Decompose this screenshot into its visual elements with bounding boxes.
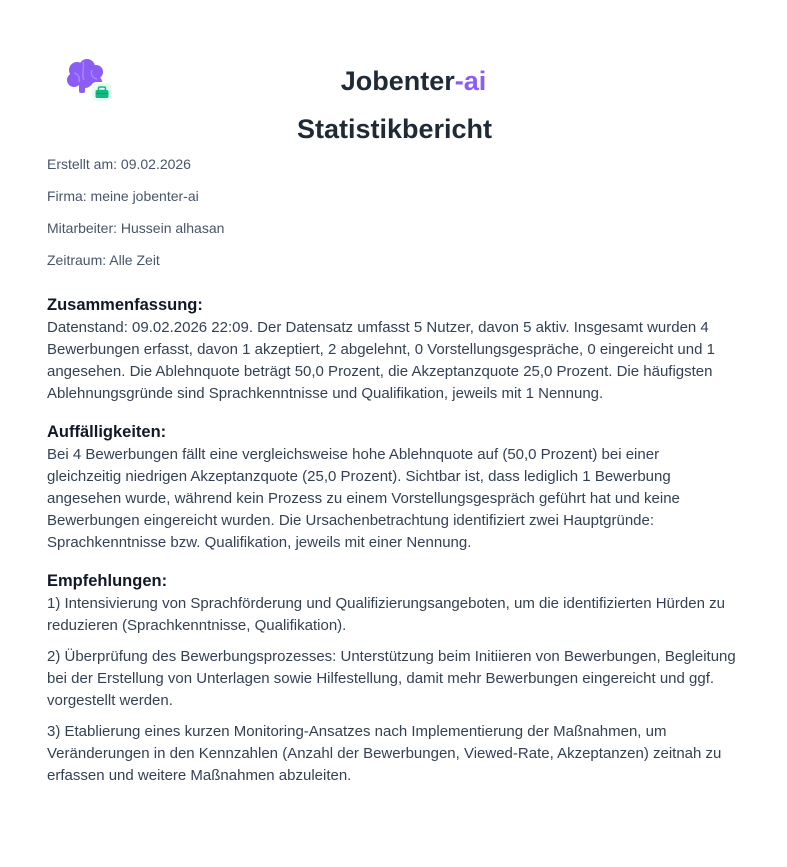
findings-heading: Auffälligkeiten: bbox=[47, 423, 167, 441]
report-content bbox=[47, 296, 737, 796]
findings-text: Bei 4 Bewerbungen fällt eine vergleichsweise hohe Ablehnquote auf (50,0 Prozent) bei einer gleichzeitig niedrigen Akzeptanzquote (25,0 Prozent). Sichtbar ist, dass lediglich 1 Bewerbung angesehen wurde, während kein Prozess zu einem Vorstellungsgespräch geführt hat und keine Bewerbungen eingereicht wurden. Die Ursachenbetrachtung identifiziert zwei Hauptgründe: Sprachkenntnisse bzw. Qualifikation, jeweils mit einer Nennung. bbox=[47, 446, 680, 551]
recommendation-item: 2) Überprüfung des Bewerbungsprozesses: Unterstützung beim Initiieren von Bewerbungen, Begleitung bei der Erstellung von Unterlagen sowie Hilfestellung, damit mehr Bewerbungen eingereicht und ggf. vorgestellt werden. bbox=[47, 648, 736, 709]
meta-employee: Mitarbeiter: Hussein alhasan bbox=[47, 220, 225, 236]
recommendation-item: 3) Etablierung eines kurzen Monitoring-Ansatzes nach Implementierung der Maßnahmen, um Veränderungen in den Kennzahlen (Anzahl der Bewerbungen, Viewed-Rate, Akzeptanzen) zeitnah zu erfassen und weitere Maßnahmen abzuleiten. bbox=[47, 723, 722, 784]
meta-created: Erstellt am: 09.02.2026 bbox=[47, 156, 191, 172]
brand-name bbox=[0, 66, 787, 97]
summary-heading: Zusammenfassung: bbox=[47, 296, 203, 314]
summary-text: Datenstand: 09.02.2026 22:09. Der Datensatz umfasst 5 Nutzer, davon 5 aktiv. Insgesamt wurden 4 Bewerbungen erfasst, davon 1 akzeptiert, 2 abgelehnt, 0 Vorstellungsgespräche, 0 eingereicht und 1 angesehen. Die Ablehnquote beträgt 50,0 Prozent, die Akzeptanzquote 25,0 Prozent. Die häufigsten Ablehnungsgründe sind Sprachkenntnisse und Qualifikation, jeweils mit 1 Nennung. bbox=[47, 319, 715, 402]
recommendations-heading: Empfehlungen: bbox=[47, 572, 168, 590]
brand-accent: -ai bbox=[454, 66, 487, 96]
meta-company: Firma: meine jobenter-ai bbox=[47, 188, 199, 204]
summary-section bbox=[47, 296, 737, 405]
findings-section bbox=[47, 423, 737, 554]
recommendations-section bbox=[47, 572, 737, 787]
recommendation-item: 1) Intensivierung von Sprachförderung und Qualifizierungsangeboten, um die identifizierten Hürden zu reduzieren (Sprachkenntnisse, Qualifikation). bbox=[47, 595, 725, 634]
page-title: Statistikbericht bbox=[296, 114, 493, 144]
meta-period: Zeitraum: Alle Zeit bbox=[47, 252, 160, 268]
brand-main: Jobenter bbox=[340, 66, 455, 96]
